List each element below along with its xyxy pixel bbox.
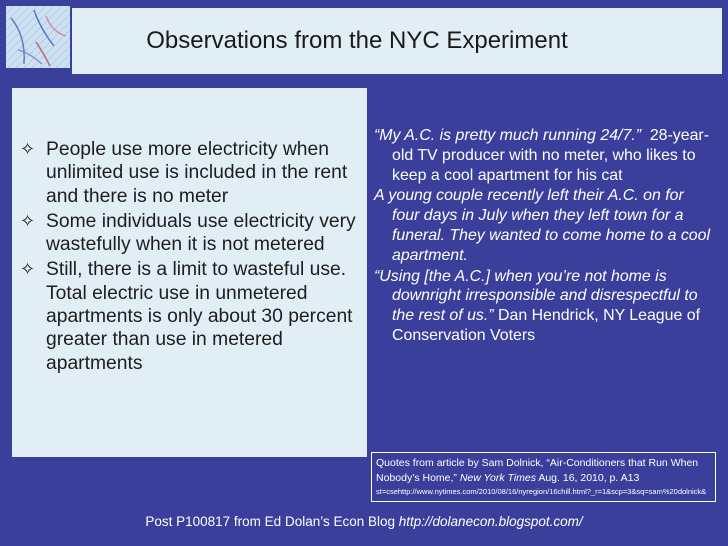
bullet-item xyxy=(20,210,363,257)
slide-title: Observations from the NYC Experiment xyxy=(146,27,568,54)
citation-publication: New York Times xyxy=(459,472,536,484)
footer-text: Post P100817 from Ed Dolan’s Econ Blog xyxy=(145,514,399,529)
quote-text: “Using [the A.C.] when you’re not home is downright irresponsible and disrespectful to the rest of us.” xyxy=(374,267,698,325)
bullet-item xyxy=(20,138,363,208)
bullet-text: Some individuals use electricity very wastefully when it is not metered xyxy=(46,210,356,256)
four-point-star-icon: ✧ xyxy=(20,259,36,280)
citation-prefix: Quotes from article by Sam Dolnick, “Air-Conditioners that Run When Nobody’s Home,” xyxy=(376,457,699,484)
footer-link[interactable]: http://dolanecon.blogspot.com/ xyxy=(398,514,583,529)
anecdote-paragraph xyxy=(374,186,714,265)
bullet-text: People use more electricity when unlimited use is included in the rent and there is no meter xyxy=(46,139,348,207)
quote-attribution: Dan Hendrick, NY League of Conservation Voters xyxy=(392,307,700,344)
anecdote-text: A young couple recently left their A.C. on for four days in July when they left town for a funeral. They wanted to come home to a cool apartment. xyxy=(374,187,710,264)
corner-graphic-image xyxy=(6,6,70,68)
bullet-panel xyxy=(12,88,367,457)
quote-attribution: 28-year-old TV producer with no meter, who likes to keep a cool apartment for his cat xyxy=(392,127,710,184)
quote-text: “My A.C. is pretty much running 24/7.” xyxy=(374,127,641,144)
four-point-star-icon: ✧ xyxy=(20,210,36,231)
citation-url[interactable]: st=csehttp://www.nytimes.com/2010/08/16/nyregion/16chill.html?_r=1&scp=3&sq=sam%20dolnick& xyxy=(376,487,707,496)
bullet-item xyxy=(20,258,363,374)
title-bar xyxy=(72,8,722,74)
abstract-lines-icon xyxy=(6,6,70,68)
footer xyxy=(0,514,728,529)
quotes-column xyxy=(374,126,714,347)
quote-paragraph xyxy=(374,126,714,185)
bullet-text: Still, there is a limit to wasteful use. Total electric use in unmetered apartments is only about 30 percent greater than use in metered apartments xyxy=(46,259,353,374)
citation-text xyxy=(376,456,711,486)
four-point-star-icon: ✧ xyxy=(20,139,36,159)
citation-box xyxy=(371,452,716,502)
quote-paragraph xyxy=(374,267,714,346)
citation-suffix: Aug. 16, 2010, p. A13 xyxy=(536,472,640,484)
